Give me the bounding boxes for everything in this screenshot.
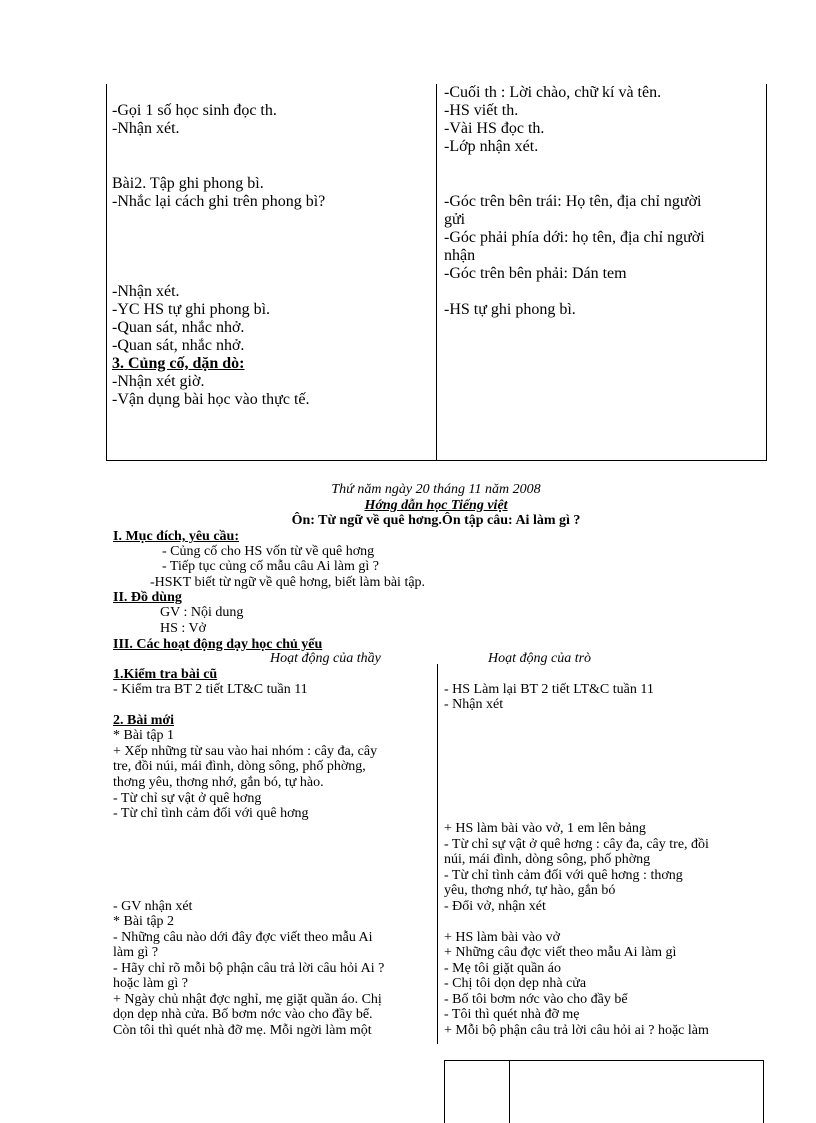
activity-line: - GV nhận xét [113,899,193,914]
objective-item: - Tiếp tục củng cố mẫu câu Ai làm gì ? [162,559,379,574]
activity-line: - Chị tôi dọn dẹp nhà cửa [444,976,587,991]
activity-line: - Bố tôi bơm nớc vào cho đầy bể [444,992,628,1007]
activity-line: - Từ chỉ sự vật ở quê hơng : cây đa, cây tre, đồi [444,837,709,852]
activity-line: hoặc làm gì ? [113,976,189,991]
section-title-materials: II. Đồ dùng [113,590,182,605]
top-left-line: -Nhận xét. [112,283,180,300]
section-heading: 3. Củng cố, dặn dò: [112,355,245,372]
top-right-line: -Góc trên bên phải: Dán tem [444,265,627,282]
material-item: HS : Vở [160,621,207,636]
top-right-line: -HS tự ghi phong bì. [444,301,576,318]
top-table-right-border [766,84,767,461]
top-right-line: -Cuối th : Lời chào, chữ kí và tên. [444,84,662,101]
column-header-student: Hoạt động của trò [488,651,592,666]
top-right-line: -Lớp nhận xét. [444,138,539,155]
top-left-line: -Gọi 1 số học sinh đọc th. [112,102,277,119]
top-left-line: -YC HS tự ghi phong bì. [112,301,271,318]
column-header-teacher: Hoạt động của thầy [270,651,381,666]
material-item: GV : Nội dung [160,605,244,620]
lesson-date: Thứ năm ngày 20 tháng 11 năm 2008 [331,482,541,497]
lesson-subtitle: Ôn: Từ ngữ về quê hơng.Ôn tập câu: Ai làm gì ? [291,513,581,528]
activity-line: dọn dẹp nhà cửa. Bố bơm nớc vào cho đầy bể. [113,1007,373,1022]
activity-line: + HS làm bài vào vở [444,930,561,945]
activity-line: - Từ chỉ sự vật ở quê hơng [113,791,262,806]
activity-line: Còn tôi thì quét nhà đỡ mẹ. Mỗi ngời làm một [113,1023,372,1038]
activity-line: * Bài tập 2 [113,914,175,929]
activity-line: - Tôi thì quét nhà đỡ mẹ [444,1007,580,1022]
activity-line: + Xếp những từ sau vào hai nhóm : cây đa, cây [113,744,378,759]
objective-item: -HSKT biết từ ngữ về quê hơng, biết làm bài tập. [150,575,426,590]
activity-line: + Những câu đợc viết theo mẫu Ai làm gì [444,945,677,960]
activity-line: + HS làm bài vào vở, 1 em lên bảng [444,821,646,836]
bottom-table-top [444,1060,764,1061]
top-left-line: -Nhắc lại cách ghi trên phong bì? [112,193,326,210]
activity-line: yêu, thơng nhớ, tự hào, gắn bó [444,883,616,898]
section-title-objectives: I. Mục đích, yêu cầu: [113,529,239,544]
activities-divider [437,664,438,1044]
lesson-title: Hớng dẫn học Tiếng việt [364,498,508,513]
activity-line: - Kiểm tra BT 2 tiết LT&C tuần 11 [113,682,308,697]
top-left-line: -Nhận xét. [112,120,180,137]
activity-line: tre, đồi núi, mái đình, dòng sông, phố phờng, [113,759,366,774]
activity-line: + Mỗi bộ phận câu trả lời câu hỏi ai ? hoặc làm [444,1023,709,1038]
top-left-line: Bài2. Tập ghi phong bì. [112,175,264,192]
top-table-left-border [106,84,107,461]
activity-line: làm gì ? [113,945,159,960]
top-right-line: -HS viết th. [444,102,519,119]
activity-line: - HS Làm lại BT 2 tiết LT&C tuần 11 [444,682,654,697]
activity-line: thơng yêu, thơng nhớ, gắn bó, tự hào. [113,775,324,790]
top-table-divider [436,84,437,461]
activity-line: - Đổi vở, nhận xét [444,899,546,914]
top-right-line: -Góc phải phía dới: họ tên, địa chỉ người [444,229,705,246]
top-right-line: gửi [444,211,466,228]
activity-heading: 1.Kiểm tra bài cũ [113,667,218,682]
top-left-line: -Quan sát, nhắc nhở. [112,337,245,354]
top-left-line: -Nhận xét giờ. [112,373,205,390]
activity-line: núi, mái đình, dòng sông, phố phờng [444,852,651,867]
objective-item: - Củng cố cho HS vốn từ về quê hơng [162,544,375,559]
activity-line: - Hãy chỉ rõ mỗi bộ phận câu trả lời câu hỏi Ai ? [113,961,385,976]
activity-line: - Mẹ tôi giặt quần áo [444,961,562,976]
top-right-line: nhận [444,247,476,264]
activity-line: + Ngày chủ nhật đợc nghỉ, mẹ giặt quần áo. Chị [113,992,382,1007]
top-table-bottom-border [106,460,767,461]
activity-line: - Nhận xét [444,697,504,712]
activity-heading: 2. Bài mới [113,713,175,728]
top-right-line: -Góc trên bên trái: Họ tên, địa chỉ người [444,193,702,210]
activity-line: * Bài tập 1 [113,728,175,743]
activity-line: - Từ chỉ tình cảm đối với quê hơng [113,806,309,821]
bottom-table-right [763,1060,764,1123]
section-title-activities: III. Các hoạt động dạy học chủ yếu [113,637,323,652]
top-left-line: -Vận dụng bài học vào thực tế. [112,391,310,408]
activity-line: - Từ chỉ tình cảm đối với quê hơng : thơng [444,868,683,883]
top-left-line: -Quan sát, nhắc nhở. [112,319,245,336]
top-right-line: -Vài HS đọc th. [444,120,545,137]
activity-line: - Những câu nào dới đây đợc viết theo mẫu Ai [113,930,373,945]
bottom-table-left [444,1060,445,1123]
bottom-table-divider [509,1060,510,1123]
